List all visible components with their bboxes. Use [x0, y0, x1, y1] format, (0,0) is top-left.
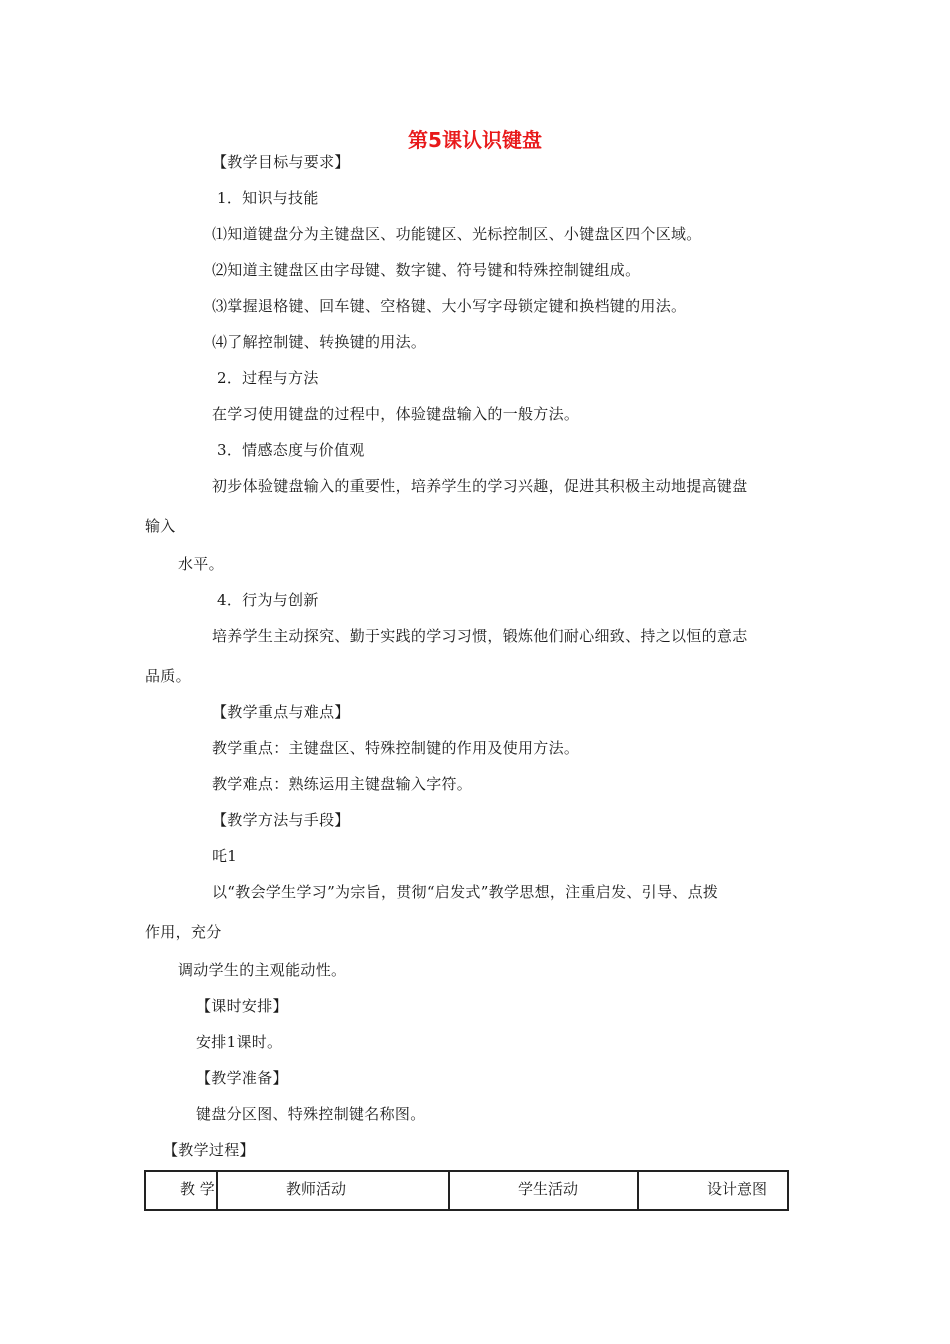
subheading-process: 2．过程与方法 — [217, 369, 319, 387]
subheading-behavior: 4．行为与创新 — [217, 591, 319, 609]
paragraph-line: 在学习使用键盘的过程中，体验键盘输入的一般方法。 — [212, 405, 580, 423]
paragraph-line: 培养学生主动探究、勤于实践的学习习惯，锻炼他们耐心细致、持之以恒的意志 — [212, 627, 748, 645]
paragraph-line: 水平。 — [178, 555, 224, 573]
paragraph-line: 键盘分区图、特殊控制键名称图。 — [196, 1105, 426, 1123]
table-header-cell: 教 学 — [145, 1171, 217, 1210]
section-heading-goals: 【教学目标与要求】 — [212, 153, 350, 171]
section-heading-schedule: 【课时安排】 — [196, 997, 288, 1015]
paragraph-line: 初步体验键盘输入的重要性，培养学生的学习兴趣，促进其积极主动地提高键盘 — [212, 477, 748, 495]
teaching-process-table — [144, 1170, 789, 1211]
section-heading-methods: 【教学方法与手段】 — [212, 811, 350, 829]
table-header-cell: 学生活动 — [449, 1171, 638, 1210]
section-heading-preparation: 【教学准备】 — [196, 1069, 288, 1087]
subheading-knowledge: 1．知识与技能 — [217, 189, 319, 207]
paragraph-line: ⑴知道键盘分为主键盘区、功能键区、光标控制区、小键盘区四个区域。 — [212, 225, 702, 243]
table-header-row — [145, 1171, 788, 1210]
paragraph-line: ⑷了解控制键、转换键的用法。 — [212, 333, 427, 351]
table-header-cell: 设计意图 — [638, 1171, 788, 1210]
paragraph-line: 作用，充分 — [145, 923, 222, 941]
table-header-cell: 教师活动 — [217, 1171, 449, 1210]
paragraph-line: 品质。 — [145, 667, 191, 685]
paragraph-line: 教学重点：主键盘区、特殊控制键的作用及使用方法。 — [212, 739, 580, 757]
paragraph-line: 以“教会学生学习”为宗旨，贯彻“启发式”教学思想，注重启发、引导、点拨 — [212, 883, 719, 901]
paragraph-line: 调动学生的主观能动性。 — [178, 961, 347, 979]
paragraph-line: 教学难点：熟练运用主键盘输入字符。 — [212, 775, 473, 793]
paragraph-line: 安排1课时。 — [196, 1033, 283, 1051]
paragraph-line: ⑵知道主键盘区由字母键、数字键、符号键和特殊控制键组成。 — [212, 261, 641, 279]
paragraph-line: 吒1 — [212, 847, 238, 865]
subheading-emotion: 3．情感态度与价值观 — [217, 441, 365, 459]
paragraph-line: 输入 — [145, 517, 176, 535]
paragraph-line: ⑶掌握退格键、回车键、空格键、大小写字母锁定键和换档键的用法。 — [212, 297, 687, 315]
section-heading-keypoints: 【教学重点与难点】 — [212, 703, 350, 721]
section-heading-process: 【教学过程】 — [163, 1141, 255, 1159]
page-title: 第5课认识键盘 — [408, 128, 542, 152]
